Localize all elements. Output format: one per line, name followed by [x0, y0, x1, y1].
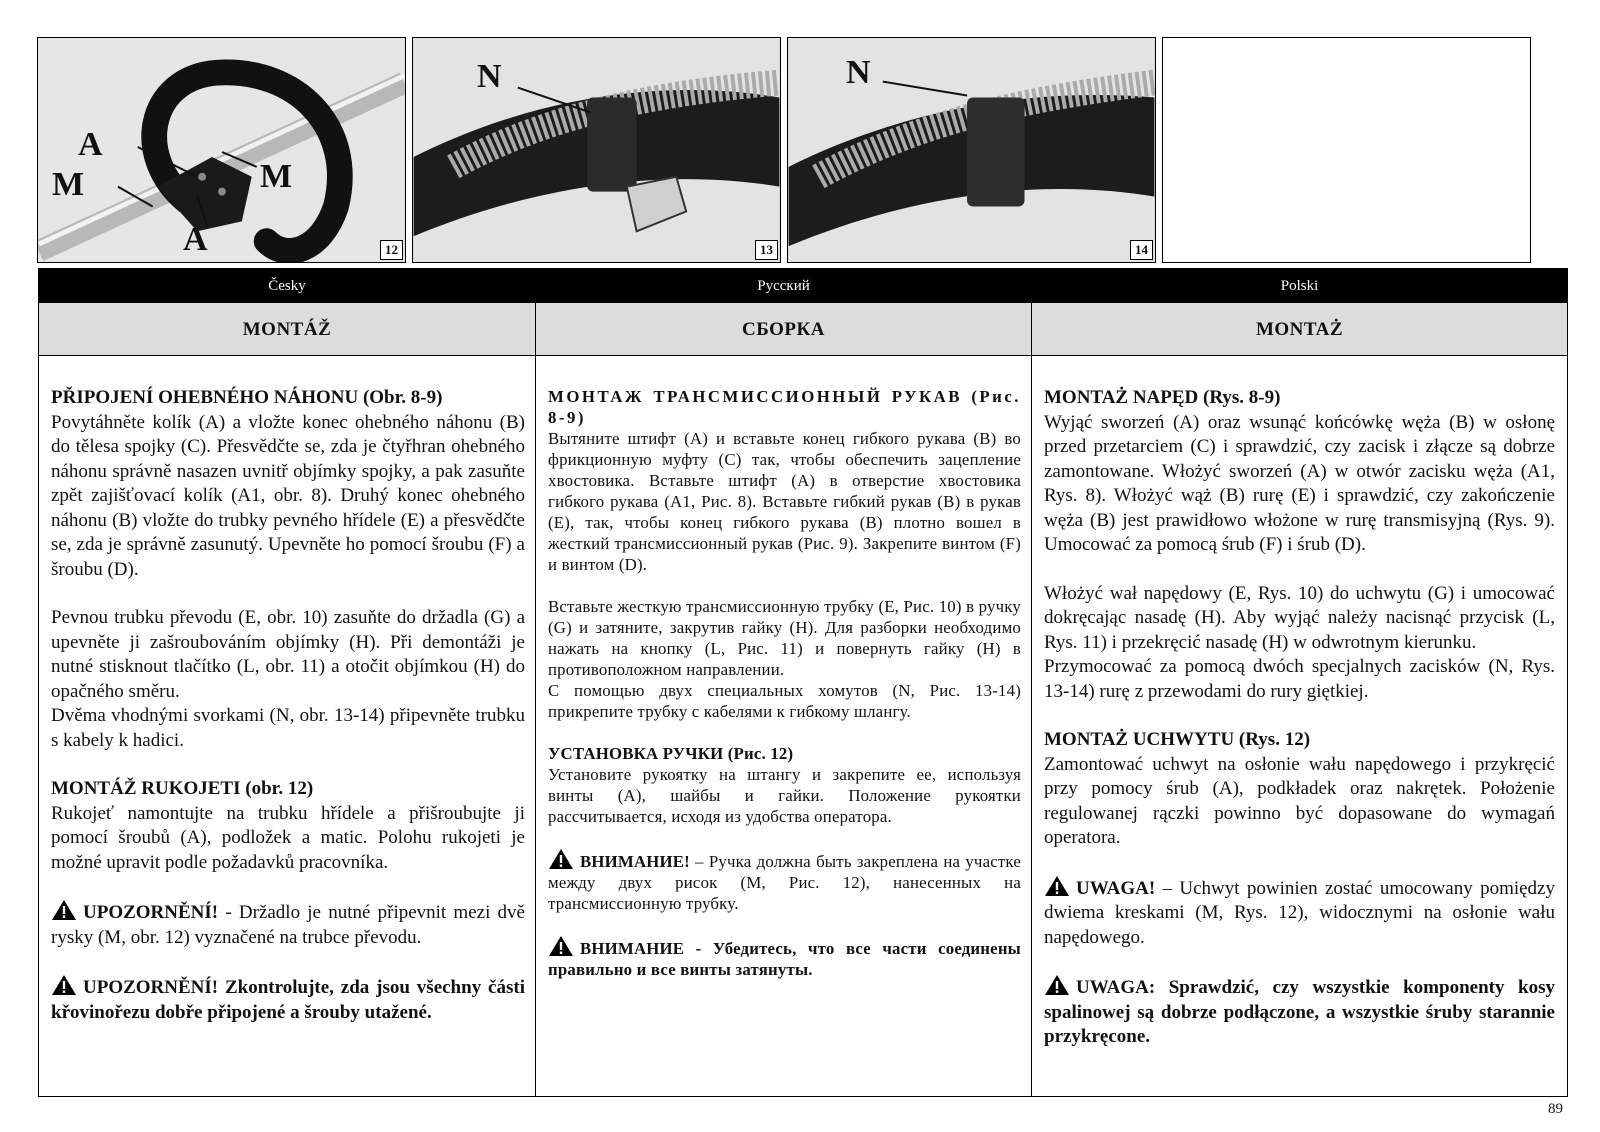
figure-13-number: 13: [755, 240, 778, 260]
warning-label: UWAGA!: [1076, 877, 1156, 899]
column-body: [39, 356, 535, 1025]
warning-label: ВНИМАНИЕ: [580, 939, 685, 958]
section-3: [548, 743, 1021, 827]
warning-text: – Uchwyt powinien zostać umocowany pomiędzy dwiema kreskami (M, Rys. 12), widocznymi na osłonie wału napędowego.: [1044, 877, 1555, 948]
warning-label: UPOZORNĚNÍ!: [83, 902, 219, 923]
section-1: [51, 386, 525, 582]
warning-label: UPOZORNĚNÍ!: [83, 977, 219, 998]
figure-12-label-m-left: M: [52, 166, 85, 203]
paragraph: Wyjąć sworzeń (A) oraz wsunąć końcówkę węża (B) w osłonę przed przetarciem (C) i sprawdzić, czy zacisk i złącze są dobrze zamontowane. Włożyć sworzeń (A) w otwór zacisku węża (A1, Rys. 8). Włożyć wąż (B) rurę (E) i sprawdzić, czy zakończenie węża (B) jest prawidłowo włożone w rurę transmisyjną (Rys. 9). Umocować za pomocą śrub (F) i śrub (D).: [1044, 411, 1555, 555]
figure-12-label-a-bottom: A: [183, 221, 208, 258]
figure-14-number: 14: [1130, 240, 1153, 260]
paragraph: Zamontować uchwyt na osłonie wału napędowego i przykręcić przy pomocy śrub (A), podkładek oraz nakrętek. Położenie regulowanej rączki powinno być dopasowane do wymagań operatora.: [1044, 753, 1555, 848]
empty-figure-frame: [1162, 37, 1531, 263]
section-2: [1044, 582, 1555, 705]
clamp-closed-illustration: [788, 38, 1155, 262]
warning-2: [548, 935, 1021, 980]
paragraph: Povytáhněte kolík (A) a vložte konec ohebného náhonu (B) do tělesa spojky (C). Přesvědčte se, zda je čtyřhran ohebného náhonu správně nasazen uvnitř objímky spojky, a pak zasuňte zpět zajišťovací kolík (A1, obr. 8). Druhý konec ohebného náhonu (B) vložte do trubky pevného hřídele (E) a přesvědčte se, zda je správně zasunutý. Upevněte ho pomocí šroubu (F) a šroubu (D).: [51, 411, 525, 580]
figure-13-photo: [412, 37, 781, 263]
warning-text: – Ручка должна быть закреплена на участке между двух рисок (M, Рис. 12), нанесенных на трансмиссионную трубку.: [548, 852, 1021, 913]
section-3: [51, 777, 525, 875]
heading-handle: MONTAŻ UCHWYTU (Rys. 12): [1044, 729, 1311, 750]
paragraph: Rukojeť namontujte na trubku hřídele a přišroubujte ji pomocí šroubů (A), podložek a matic. Polohu rukojeti je možné upravit podle požadavků pracovníka.: [51, 802, 525, 873]
language-header: Polski: [1032, 269, 1567, 303]
heading-handle: УСТАНОВКА РУЧКИ (Рис. 12): [548, 744, 794, 763]
heading-handle: MONTÁŽ RUKOJETI (obr. 12): [51, 778, 314, 799]
paragraph: С помощью двух специальных хомутов (N, Рис. 13-14) прикрепите трубку с кабелями к гибкому шлангу.: [548, 681, 1021, 721]
column-polish: [1031, 269, 1567, 1096]
paragraph: Dvěma vhodnými svorkami (N, obr. 13-14) připevněte trubku s kabely k hadici.: [51, 705, 525, 751]
warning-1: [51, 899, 525, 950]
section-2: [548, 596, 1021, 722]
warning-triangle-icon: [1044, 875, 1070, 897]
paragraph: Установите рукоятку на штангу и закрепите ее, используя винты (A), шайбы и гайки. Положение рукоятки рассчитывается, исходя из удобства оператора.: [548, 765, 1021, 826]
clamp-open-illustration: [413, 38, 780, 262]
paragraph: Вставьте жесткую трансмиссионную трубку (E, Рис. 10) в ручку (G) и затяните, закрутив гайку (H). Для разборки необходимо нажать на кнопку (L, Рис. 11) и повернуть гайку (H) в противоположном направлении.: [548, 597, 1021, 679]
heading-flexible-drive: МОНТАЖ ТРАНСМИССИОННЫЙ РУКАВ (Рис. 8-9): [548, 387, 1021, 427]
paragraph: Włożyć wał napędowy (E, Rys. 10) do uchwytu (G) i umocować dokręcając nasadę (H). Aby wyjąć należy nacisnąć przycisk (L, Rys. 11) i przekręcić nasadę (H) w odwrotnym kierunku.: [1044, 582, 1555, 653]
warning-triangle-icon: [548, 848, 574, 870]
section-3: [1044, 728, 1555, 851]
instructions-table: [38, 268, 1568, 1097]
paragraph: Вытяните штифт (A) и вставьте конец гибкого рукава (B) во фрикционную муфту (C) так, чтобы обеспечить зацепление хвостовика. Вставьте штифт (A) в отверстие хвостовика гибкого рукава (A1, Рис. 8). Вставьте гибкий рукав (B) в рукав (E), так, чтобы конец гибкого рукава (B) плотно вошел в жесткий трансмиссионный рукав (Рис. 9). Закрепите винтом (F) и винтом (D).: [548, 429, 1021, 574]
figure-12-label-m-right: M: [260, 158, 293, 195]
column-body: [1032, 356, 1567, 1050]
figure-12-number: 12: [380, 240, 403, 260]
warning-1: [548, 848, 1021, 914]
section-title: MONTÁŽ: [39, 303, 535, 356]
figure-12-photo: [37, 37, 406, 263]
paragraph: Pevnou trubku převodu (E, obr. 10) zasuňte do držadla (G) a upevněte ji zašroubováním objímky (H). Při demontáži je nutné stisknout tlačítko (L, obr. 11) a otočit objímkou (H) do opačného směru.: [51, 607, 525, 702]
language-header: Русский: [536, 269, 1031, 303]
warning-2: [1044, 974, 1555, 1050]
warning-text: Sprawdzić, czy wszystkie komponenty kosy spalinowej są dobrze podłączone, a wszystkie śruby starannie przykręcone.: [1044, 977, 1555, 1047]
figure-13-label-n: N: [477, 58, 502, 95]
warning-triangle-icon: [51, 974, 77, 996]
section-title: СБОРКА: [536, 303, 1031, 356]
column-russian: [535, 269, 1031, 1096]
section-1: [548, 386, 1021, 575]
warning-text: - Držadlo je nutné připevnit mezi dvě rysky (M, obr. 12) vyznačené na trubce převodu.: [51, 902, 525, 948]
page-number: 89: [1548, 1101, 1563, 1117]
figure-14-photo: [787, 37, 1156, 263]
warning-1: [1044, 875, 1555, 951]
warning-text: - Убедитесь, что все части соединены правильно и все винты затянуты.: [548, 939, 1021, 979]
heading-flexible-drive: PŘIPOJENÍ OHEBNÉHO NÁHONU (Obr. 8-9): [51, 387, 443, 408]
warning-triangle-icon: [548, 935, 574, 957]
column-body: [536, 356, 1031, 980]
warning-text: Zkontrolujte, zda jsou všechny části křovinořezu dobře připojené a šrouby utažené.: [51, 977, 525, 1023]
column-czech: [39, 269, 535, 1096]
warning-label: ВНИМАНИЕ!: [580, 852, 690, 871]
section-2: [51, 606, 525, 753]
warning-label: UWAGA:: [1076, 977, 1156, 998]
figure-12-label-a-top: A: [78, 126, 103, 163]
section-1: [1044, 386, 1555, 558]
paragraph: Przymocować za pomocą dwóch specjalnych zacisków (N, Rys. 13-14) rurę z przewodami do rury giętkiej.: [1044, 656, 1555, 702]
warning-triangle-icon: [1044, 974, 1070, 996]
section-title: MONTAŻ: [1032, 303, 1567, 356]
figure-14-label-n: N: [846, 54, 871, 91]
language-header: Česky: [39, 269, 535, 303]
warning-2: [51, 974, 525, 1025]
warning-triangle-icon: [51, 899, 77, 921]
heading-flexible-drive: MONTAŻ NAPĘD (Rys. 8-9): [1044, 387, 1281, 408]
